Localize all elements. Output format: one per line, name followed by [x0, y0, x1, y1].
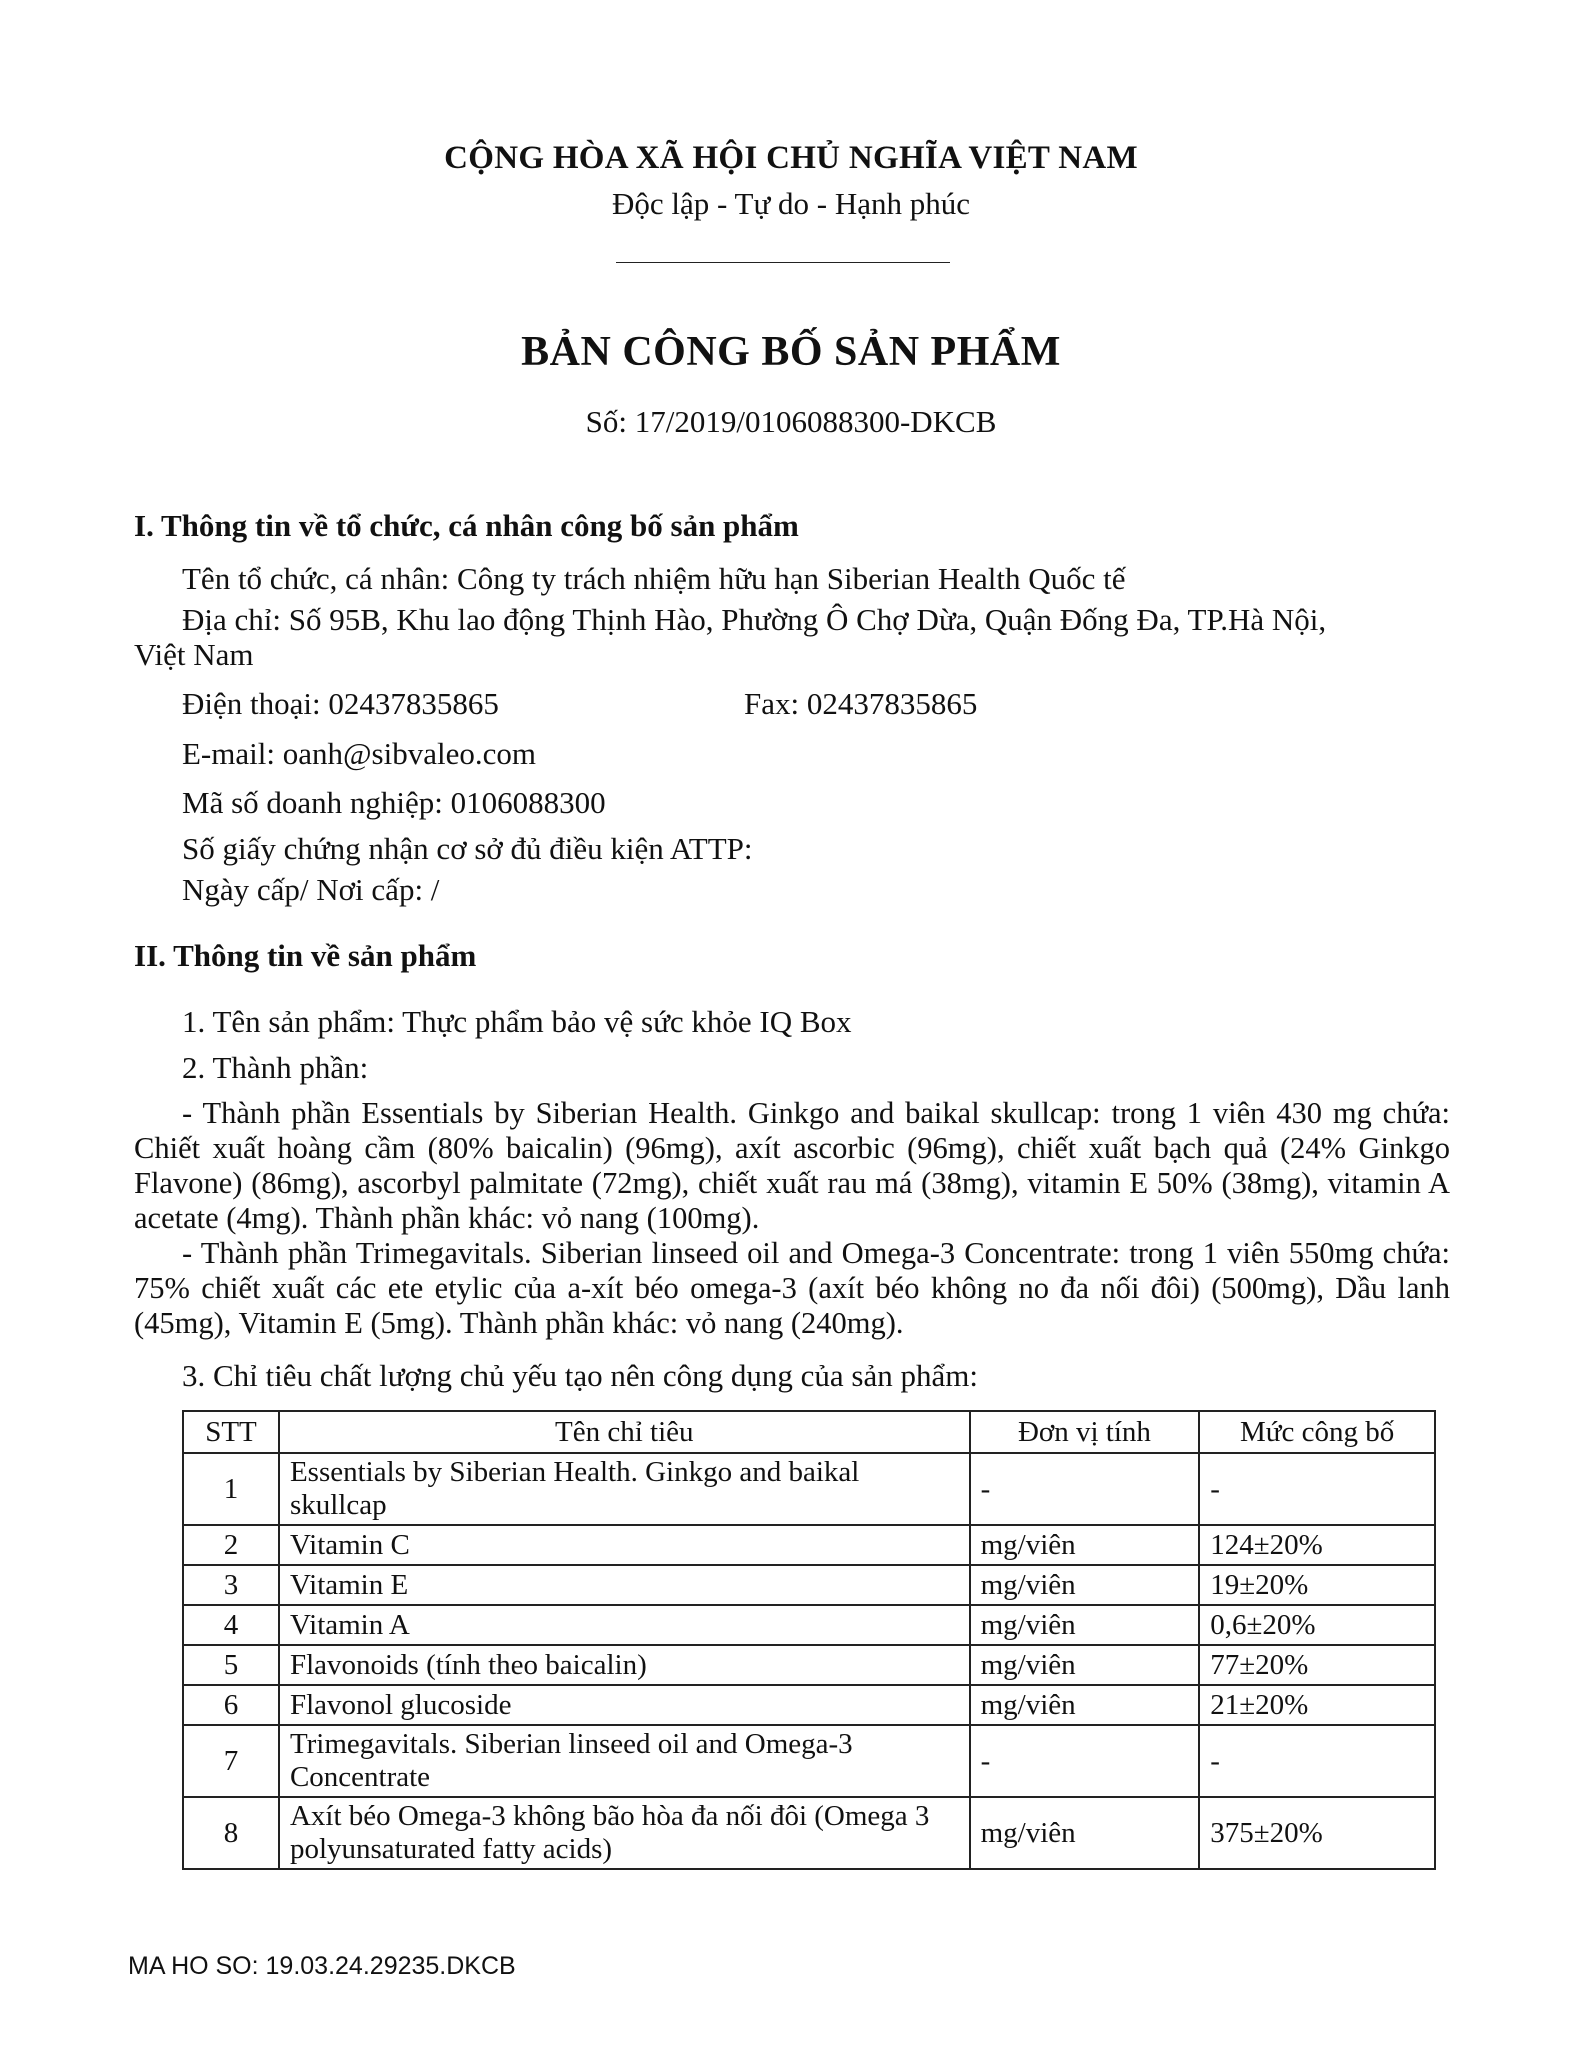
product-name: 1. Tên sản phẩm: Thực phẩm bảo vệ sức khỏe IQ Box: [182, 1004, 852, 1039]
row-name: Trimegavitals. Siberian linseed oil and Omega-3 Concentrate: [279, 1725, 970, 1797]
issue-info: Ngày cấp/ Nơi cấp: /: [182, 872, 440, 907]
phone: Điện thoại: 02437835865: [182, 686, 499, 721]
row-value: 21±20%: [1199, 1685, 1435, 1725]
composition-label: 2. Thành phần:: [182, 1050, 369, 1085]
business-code: Mã số doanh nghiệp: 0106088300: [182, 785, 606, 820]
row-stt: 3: [183, 1565, 279, 1605]
row-unit: mg/viên: [970, 1645, 1200, 1685]
nation-title: CỘNG HÒA XÃ HỘI CHỦ NGHĨA VIỆT NAM: [444, 140, 1138, 176]
address-line-2: Việt Nam: [134, 637, 254, 672]
email: E-mail: oanh@sibvaleo.com: [182, 736, 536, 771]
cert-number: Số giấy chứng nhận cơ sở đủ điều kiện ATTP:: [182, 831, 753, 866]
table-row: [183, 1565, 1435, 1605]
row-stt: 8: [183, 1797, 279, 1869]
document-number: Số: 17/2019/0106088300-DKCB: [585, 404, 997, 439]
table-header-row: [183, 1411, 1435, 1453]
document-title: BẢN CÔNG BỐ SẢN PHẨM: [521, 329, 1061, 375]
row-stt: 7: [183, 1725, 279, 1797]
row-stt: 6: [183, 1685, 279, 1725]
quality-table: [182, 1410, 1436, 1870]
composition-paragraph-1: - Thành phần Essentials by Siberian Health. Ginkgo and baikal skullcap: trong 1 viên 430 mg chứa: Chiết xuất hoàng cầm (80% baicalin) (96mg), axít ascorbic (96mg), chiết xuất bạch quả (24% Ginkgo Flavone) (86mg), ascorbyl palmitate (72mg), chiết xuất rau má (38mg), vitamin E 50% (38mg), vitamin A acetate (4mg). Thành phần khác: vỏ nang (100mg).: [134, 1096, 1450, 1235]
table-row: [183, 1685, 1435, 1725]
row-unit: mg/viên: [970, 1797, 1200, 1869]
table-row: [183, 1797, 1435, 1869]
row-stt: 4: [183, 1605, 279, 1645]
row-name: Vitamin A: [279, 1605, 970, 1645]
column-header: Đơn vị tính: [970, 1411, 1200, 1453]
row-unit: mg/viên: [970, 1565, 1200, 1605]
record-code: MA HO SO: 19.03.24.29235.DKCB: [128, 1952, 516, 1980]
section-2-heading: II. Thông tin về sản phẩm: [134, 938, 477, 973]
table-row: [183, 1605, 1435, 1645]
row-unit: mg/viên: [970, 1685, 1200, 1725]
table-row: [183, 1453, 1435, 1525]
section-1-heading: I. Thông tin về tổ chức, cá nhân công bố sản phẩm: [134, 508, 799, 543]
row-unit: -: [970, 1453, 1200, 1525]
address-line-1: Địa chỉ: Số 95B, Khu lao động Thịnh Hào, Phường Ô Chợ Dừa, Quận Đống Đa, TP.Hà Nội,: [182, 602, 1327, 637]
row-name: Essentials by Siberian Health. Ginkgo and baikal skullcap: [279, 1453, 970, 1525]
org-name: Tên tổ chức, cá nhân: Công ty trách nhiệm hữu hạn Siberian Health Quốc tế: [182, 561, 1126, 596]
column-header: Mức công bố: [1199, 1411, 1435, 1453]
row-name: Flavonol glucoside: [279, 1685, 970, 1725]
column-header: STT: [183, 1411, 279, 1453]
table-row: [183, 1645, 1435, 1685]
row-value: -: [1199, 1453, 1435, 1525]
row-value: 375±20%: [1199, 1797, 1435, 1869]
row-unit: -: [970, 1725, 1200, 1797]
quality-label: 3. Chỉ tiêu chất lượng chủ yếu tạo nên công dụng của sản phẩm:: [182, 1358, 978, 1393]
table-row: [183, 1725, 1435, 1797]
row-stt: 5: [183, 1645, 279, 1685]
row-stt: 2: [183, 1525, 279, 1565]
row-unit: mg/viên: [970, 1605, 1200, 1645]
row-name: Flavonoids (tính theo baicalin): [279, 1645, 970, 1685]
row-value: -: [1199, 1725, 1435, 1797]
divider: [616, 262, 950, 263]
row-unit: mg/viên: [970, 1525, 1200, 1565]
column-header: Tên chỉ tiêu: [279, 1411, 970, 1453]
row-value: 77±20%: [1199, 1645, 1435, 1685]
composition-paragraph-2: - Thành phần Trimegavitals. Siberian linseed oil and Omega-3 Concentrate: trong 1 viên 550mg chứa: 75% chiết xuất các ete etylic của a-xít béo omega-3 (axít béo không no đa nối đôi) (500mg), Dầu lanh (45mg), Vitamin E (5mg). Thành phần khác: vỏ nang (240mg).: [134, 1236, 1450, 1340]
row-value: 124±20%: [1199, 1525, 1435, 1565]
nation-motto: Độc lập - Tự do - Hạnh phúc: [612, 186, 970, 221]
row-name: Vitamin E: [279, 1565, 970, 1605]
row-name: Axít béo Omega-3 không bão hòa đa nối đôi (Omega 3 polyunsaturated fatty acids): [279, 1797, 970, 1869]
row-stt: 1: [183, 1453, 279, 1525]
fax: Fax: 02437835865: [744, 686, 978, 721]
row-value: 19±20%: [1199, 1565, 1435, 1605]
table-row: [183, 1525, 1435, 1565]
row-value: 0,6±20%: [1199, 1605, 1435, 1645]
row-name: Vitamin C: [279, 1525, 970, 1565]
